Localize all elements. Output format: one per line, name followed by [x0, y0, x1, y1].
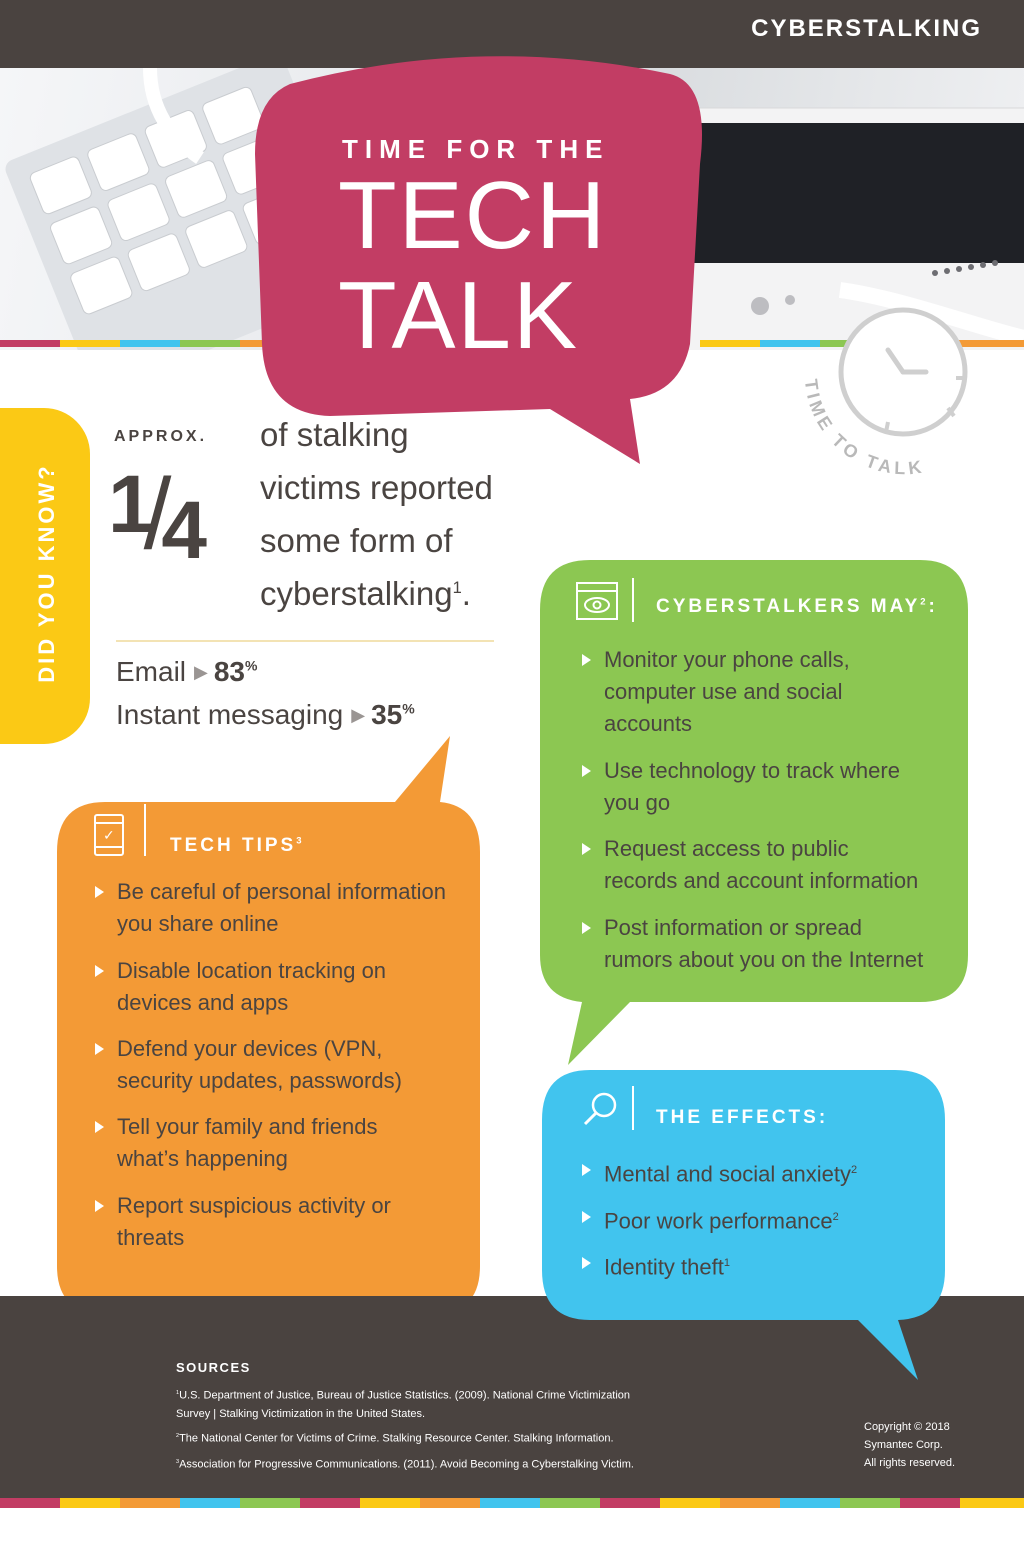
list-item: Report suspicious activity or threats — [95, 1190, 475, 1254]
clock-badge — [790, 300, 990, 500]
eye-icon — [576, 582, 618, 620]
fraction-value: 1/4 — [108, 458, 198, 576]
did-you-know-label: DID YOU KNOW? — [34, 463, 59, 683]
list-item: Be careful of personal information you share online — [95, 876, 475, 940]
approx-label: APPROX. — [114, 428, 208, 445]
list-item: Mental and social anxiety$^2$ — [582, 1154, 922, 1190]
list-item: Tell your family and friends what’s happening — [95, 1111, 475, 1175]
copyright: Copyright © 2018 Symantec Corp. All rights reserved. — [864, 1421, 956, 1469]
list-item: Use technology to track where you go — [582, 755, 952, 819]
source-1: $^1$U.S. Department of Justice, Bureau of Justice Statistics. (2009). National Crime Victimization Survey | Stalking Victimization in the United States. — [176, 1389, 631, 1420]
header-title: CYBERSTALKING — [751, 15, 982, 42]
color-stripe-bottom — [0, 1498, 1024, 1508]
channel-instant-messaging: Instant messaging ▶ 35% — [116, 699, 415, 730]
stat-line-3: some form of — [260, 522, 453, 559]
badge-text: TIME TO TALK — [800, 377, 927, 479]
hero-line-2: TECH — [338, 162, 608, 269]
header-divider — [632, 1086, 634, 1130]
list-item: Identity theft$^1$ — [582, 1247, 922, 1283]
header-divider — [144, 804, 146, 856]
stat-line-1: of stalking — [260, 416, 409, 453]
magnifier-icon — [580, 1090, 620, 1130]
hero-line-3: TALK — [338, 262, 579, 369]
source-3: $^3$Association for Progressive Communications. (2011). Avoid Becoming a Cyberstalking Victim. — [176, 1458, 634, 1471]
list-item: Monitor your phone calls, computer use and social accounts — [582, 644, 952, 740]
source-2: $^2$The National Center for Victims of Crime. Stalking Resource Center. Stalking Information. — [176, 1432, 614, 1445]
hero-line-1: TIME FOR THE — [342, 134, 610, 164]
header-divider — [632, 578, 634, 622]
stat-line-2: victims reported — [260, 469, 493, 506]
effects-title: THE EFFECTS: — [656, 1107, 829, 1128]
stat-line-4: cyberstalking$^1$. — [260, 575, 471, 612]
list-item: Post information or spread rumors about you on the Internet — [582, 912, 952, 976]
channel-email: Email ▶ 83% — [116, 656, 258, 687]
tech-tips-title: TECH TIPS$^3$ — [170, 835, 305, 856]
list-item: Request access to public records and account information — [582, 833, 952, 897]
sources-title: SOURCES — [176, 1360, 251, 1375]
stat-divider — [116, 640, 494, 642]
list-item: Disable location tracking on devices and apps — [95, 955, 475, 1019]
list-item: Poor work performance$^2$ — [582, 1201, 922, 1237]
phone-check-icon: ✓ — [94, 814, 124, 856]
list-item: Defend your devices (VPN, security updates, passwords) — [95, 1033, 475, 1097]
cyberstalkers-title: CYBERSTALKERS MAY$^2$: — [656, 596, 938, 617]
